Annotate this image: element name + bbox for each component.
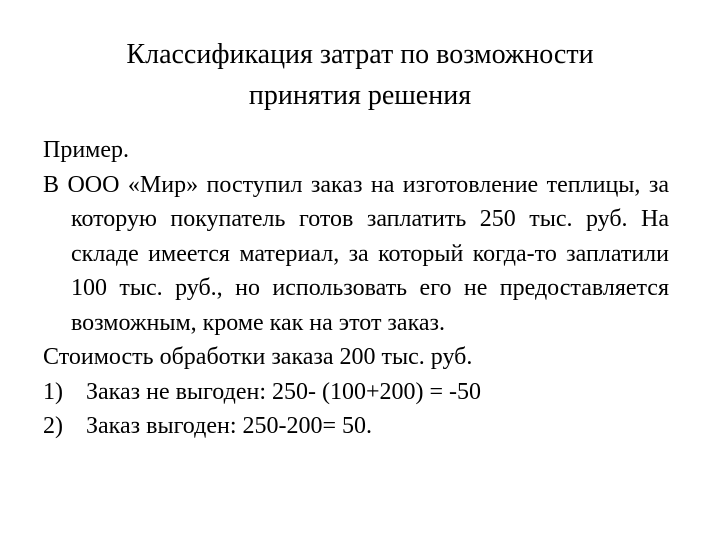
conclusion-number-2: 2) bbox=[43, 413, 63, 439]
slide-body bbox=[43, 133, 669, 444]
slide-title bbox=[60, 34, 660, 116]
title-line-1: Классификация затрат по возможности bbox=[126, 39, 594, 70]
processing-cost: Стоимость обработки заказа 200 тыс. руб. bbox=[43, 344, 473, 370]
example-label: Пример. bbox=[43, 137, 130, 163]
conclusion-item-1 bbox=[43, 375, 669, 410]
conclusion-text-2: Заказ выгоден: 250-200= 50. bbox=[86, 413, 373, 439]
title-line-2: принятия решения bbox=[248, 80, 472, 111]
conclusion-text-1: Заказ не выгоден: 250- (100+200) = -50 bbox=[86, 378, 482, 405]
case-description: В ООО «Мир» поступил заказ на изготовление теплицы, за которую покупатель готов заплатить 250 тыс. руб. На складе имеется материал, за который когда-то заплатили 100 тыс. руб., но использовать его не предоставляется возможным, кроме как на этот заказ. bbox=[43, 171, 669, 336]
conclusion-item-2 bbox=[43, 409, 669, 444]
conclusion-number-1: 1) bbox=[43, 378, 63, 405]
